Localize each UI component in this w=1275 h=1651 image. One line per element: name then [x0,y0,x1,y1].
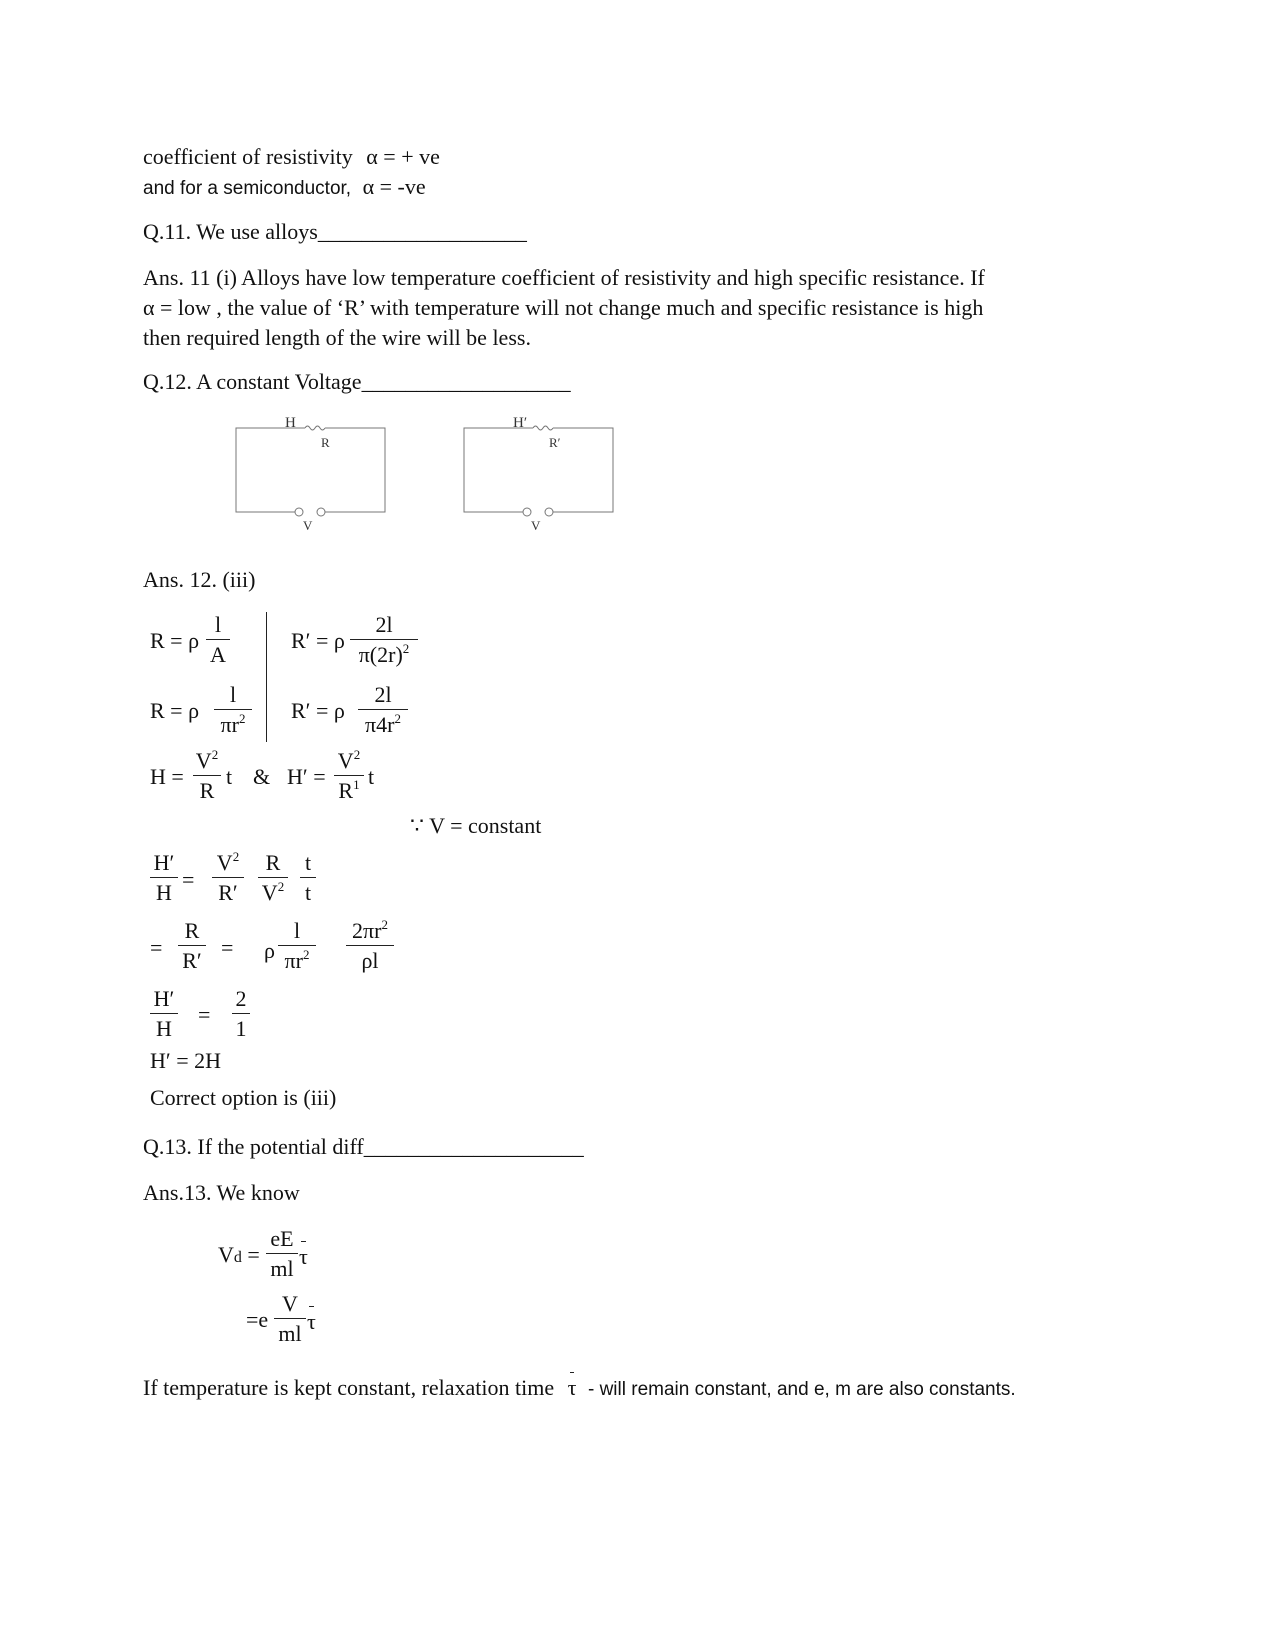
equals-sign: = [198,1002,211,1027]
vd2-fraction [274,1293,306,1345]
circuit2-resistor-label: R′ [549,435,561,450]
circuit-diagram-2 [453,408,633,538]
eq-h-prime-num: V [337,748,354,773]
eq-r2-fraction [214,684,252,736]
tau-symbol: τ [299,1244,308,1269]
eq-r-prime-den: π(2r) [358,642,403,667]
q11-question: Q.11. We use alloys___________________ [143,219,527,244]
eq-r2-prime-num: 2l [374,682,392,707]
f2-fraction [258,852,288,904]
f6-num: 2πr [352,918,382,943]
q11-answer-line-3: then required length of the wire will be less. [143,325,531,350]
f5-fraction [278,920,316,972]
sup-2: 2 [277,879,285,894]
ratio-den: H [156,880,172,905]
sup-1: 1 [353,777,360,792]
ampersand: & [253,764,271,789]
f5-den: πr [284,948,303,973]
circuit-diagram-1 [225,408,405,538]
equation-divider [266,612,267,742]
f2-den: V [261,880,278,905]
correct-option: Correct option is (iii) [150,1085,337,1110]
sup-2: 2 [211,747,219,762]
f6-fraction [346,917,394,973]
final-line [143,1377,1016,1399]
f4-num: R [184,918,200,943]
eq-h-fraction [193,747,221,803]
f2-num: R [265,850,281,875]
alpha-positive: α = + ve [366,144,440,169]
vd-subscript: d [233,1249,242,1266]
f6-den: ρl [361,948,379,973]
eq-r2-lhs: R = ρ [150,698,200,723]
intro-line-2 [143,176,426,198]
sup-2: 2 [353,747,361,762]
tau-bar-2 [307,1311,316,1333]
q12-question: Q.12. A constant Voltage___________________ [143,369,571,394]
q11-answer-line-1: Ans. 11 (i) Alloys have low temperature coefficient of resistivity and high specific resistance. If [143,265,985,290]
eq-r2-prime-den: π4r [365,712,395,737]
f1-den: R′ [218,880,238,905]
f7-den: 1 [235,1016,247,1041]
alpha-negative: α = -ve [362,174,426,199]
vd-num: eE [270,1226,294,1251]
rho-symbol: ρ [264,938,275,963]
intro-text-2: and for a semiconductor, [143,178,352,199]
sup-2: 2 [381,917,388,932]
f7-num: 2 [235,986,247,1011]
ratio-num: H′ [153,986,175,1011]
eq-r-prime-lhs: R′ = ρ [291,628,345,653]
f1-fraction [212,849,244,905]
eq-h-prime-den: R [338,778,354,803]
circuit2-heater-label: H′ [513,415,528,431]
result-h-prime: H′ = 2H [150,1048,221,1073]
equals-sign: = [150,935,163,960]
final-text-serif: If temperature is kept constant, relaxation time [143,1375,555,1400]
q13-answer-label: Ans.13. We know [143,1180,300,1205]
f1-num: V [216,850,233,875]
eq-r2-prime-lhs: R′ = ρ [291,698,345,723]
sup-2: 2 [394,711,401,726]
final-text-sans: - will remain constant, and e, m are also constants. [587,1379,1016,1400]
vd2-lhs: =e [246,1307,269,1332]
circuit1-resistor-label: R [321,435,330,450]
ratio-fraction [150,852,178,904]
vd-fraction [266,1228,298,1280]
vd2-num: V [282,1291,298,1316]
q12-answer-label: Ans. 12. (iii) [143,567,256,592]
tau-symbol: τ [567,1375,577,1400]
q13-question: Q.13. If the potential diff____________________ [143,1134,584,1159]
eq-r2-num: l [229,682,237,707]
vd-den: ml [270,1256,294,1281]
sup-2: 2 [238,711,246,726]
f5-num: l [293,918,301,943]
eq-r-fraction [206,614,230,666]
eq-r-prime-num: 2l [375,612,393,637]
sup-2: 2 [302,947,310,962]
f3-den: t [304,880,312,905]
vd-equals: = [241,1242,260,1267]
circuit1-heater-label: H [285,415,296,431]
equals-sign: = [182,867,195,892]
sup-2: 2 [232,849,240,864]
f7-fraction [232,988,250,1040]
f4-fraction [178,920,206,972]
vd-symbol: V [218,1242,234,1267]
intro-line-1 [143,146,440,168]
sup-2: 2 [402,641,410,656]
f3-num: t [304,850,312,875]
circuit2-source-label: V [531,518,541,533]
ratio-num: H′ [153,850,175,875]
eq-h-t: t [226,764,233,789]
f3-fraction [300,852,316,904]
f4-den: R′ [182,948,202,973]
eq-h-prime-t: t [368,764,375,789]
eq-h-prime-lhs: H′ = [287,764,326,789]
vd2-den: ml [278,1321,302,1346]
eq-r2-den: πr [220,712,239,737]
circuit1-source-label: V [303,518,313,533]
intro-text-1: coefficient of resistivity [143,144,353,169]
eq-r-prime-fraction [350,614,418,666]
eq-r-den: A [210,642,226,667]
vd-lhs [218,1244,260,1266]
tau-bar-1 [299,1246,308,1268]
tau-symbol: τ [307,1309,316,1334]
eq-h-num: V [195,748,212,773]
ratio-den: H [156,1016,172,1041]
eq-h-lhs: H = [150,764,184,789]
eq-r-lhs: R = ρ [150,628,200,653]
eq-r-num: l [214,612,222,637]
q11-answer-line-2: α = low , the value of ‘R’ with temperature will not change much and specific resistance is high [143,295,984,320]
eq-h-prime-fraction [334,747,364,803]
ratio-fraction-2 [150,988,178,1040]
eq-h-den: R [199,778,215,803]
eq-r2-prime-fraction [358,684,408,736]
equals-sign: = [221,935,234,960]
since-v-constant: ∵ V = constant [410,813,542,838]
